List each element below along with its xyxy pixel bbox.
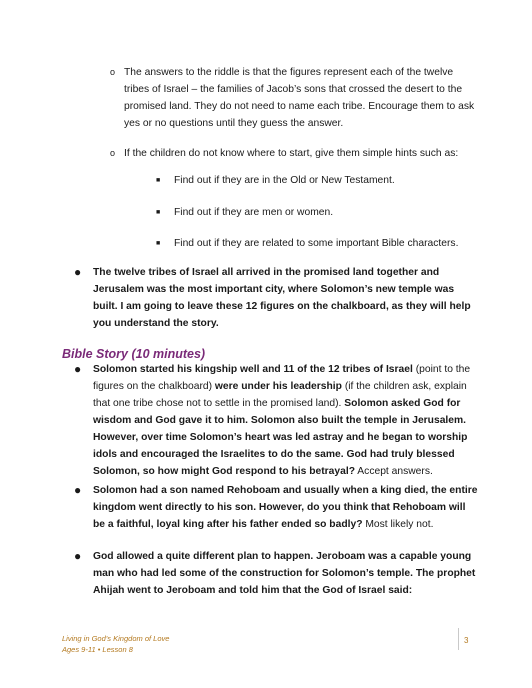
square-bullet-marker: ■ [156, 240, 161, 247]
section-heading: Bible Story (10 minutes) [62, 347, 206, 361]
bold-text: Solomon asked God for wisdom and God gave it to him. Solomon also built the temple in Jerusalem. However, over time Solomon’s heart was led astray and he began to worship idols and encouraged the Israelites to do the same. God had truly blessed Solomon, so how might God respond to his betrayal? [93, 398, 468, 477]
bullet-marker: ● [74, 483, 82, 497]
normal-text: Accept answers. [355, 466, 433, 477]
square-bullet-marker: ■ [156, 177, 161, 184]
footer-info [62, 633, 169, 655]
normal-text: (if the children ask, explain that one tribe chose not to settle in the promised land). [93, 381, 467, 409]
bold-text: were under his leadership [214, 381, 342, 392]
hint-item: Find out if they are related to some important Bible characters. [174, 238, 459, 249]
bold-text: God allowed a quite different plan to happen. Jeroboam was a capable young man who had led some of the construction for Solomon’s temple. The prophet Ahijah went to Jeroboam and told him that the God of Israel said: [93, 551, 476, 596]
bullet-marker: ● [74, 265, 82, 279]
hint-item: Find out if they are in the Old or New Testament. [174, 175, 395, 186]
sub-bullet-marker: o [110, 67, 116, 77]
story-paragraph-rehoboam [93, 482, 478, 533]
footer-title: Living in God’s Kingdom of Love [62, 634, 170, 643]
bold-text: Solomon had a son named Rehoboam and usually when a king died, the entire kingdom went directly to his son. However, do you think that Rehoboam will be a faithful, loyal king after his father ended so badly? [93, 485, 478, 530]
bullet-marker: ● [74, 362, 82, 376]
page-number: 3 [464, 636, 469, 645]
hints-intro-paragraph: If the children do not know where to start, give them simple hints such as: [124, 148, 459, 159]
sub-bullet-marker: o [110, 148, 116, 158]
bold-text: Solomon started his kingship well and 11 of the 12 tribes of Israel [93, 364, 413, 375]
story-paragraph-solomon [93, 361, 478, 480]
story-paragraph-jeroboam [93, 548, 478, 599]
footer-divider [458, 628, 459, 650]
bullet-marker: ● [74, 549, 82, 563]
twelve-tribes-paragraph: The twelve tribes of Israel all arrived in the promised land together and Jerusalem was the most important city, where Solomon’s new temple was built. I am going to leave these 12 figures on the chalkboard, as they will help you understand the story. [93, 267, 471, 329]
normal-text: (point to the figures on the chalkboard) [93, 364, 471, 392]
normal-text: Most likely not. [362, 519, 434, 530]
square-bullet-marker: ■ [156, 209, 161, 216]
footer-subtitle: Ages 9-11 • Lesson 8 [62, 645, 133, 654]
hint-item: Find out if they are men or women. [174, 207, 334, 218]
riddle-answer-paragraph: The answers to the riddle is that the figures represent each of the twelve tribes of Israel – the families of Jacob’s sons that crossed the desert to the promised land. They do not need to name each tribe. Encourage them to ask yes or no questions until they guess the answer. [124, 67, 475, 129]
